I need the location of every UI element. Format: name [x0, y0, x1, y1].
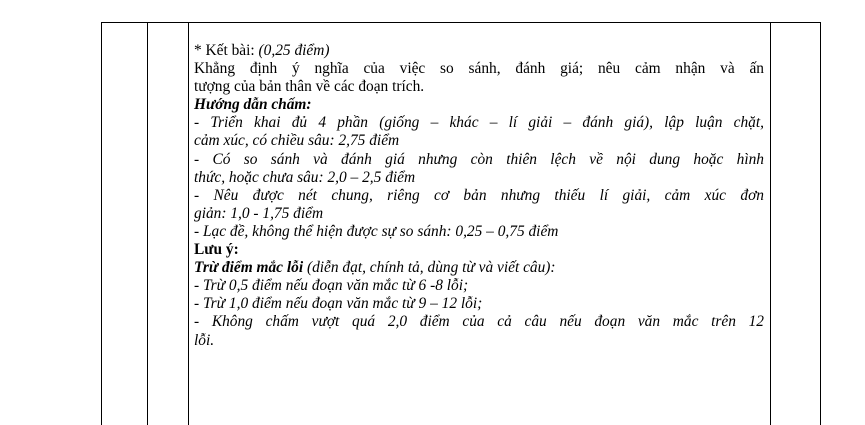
ket-bai-line — [194, 42, 764, 60]
deduct-heading-line — [194, 259, 764, 277]
criterion-text: - Nêu được nét chung, riêng cơ bản nhưng thiếu lí giải, cảm xúc đơn — [194, 186, 764, 204]
criterion-line — [194, 151, 764, 169]
deduct-text: - Không chấm vượt quá 2,0 điểm của cả câu nếu đoạn văn mắc trên 12 — [194, 313, 764, 331]
note-heading-text: Lưu ý: — [194, 241, 239, 259]
scoring-content-cell — [194, 42, 764, 350]
criterion-text: - Có so sánh và đánh giá nhưng còn thiên lệch về nội dung hoặc hình — [194, 150, 764, 168]
criterion-text: - Triển khai đủ 4 phần (giống – khác – lí giải – đánh giá), lập luận chặt, — [194, 114, 764, 132]
criterion-line — [194, 223, 764, 241]
ket-bai-score: (0,25 điểm) — [258, 42, 330, 59]
guide-heading-text: Hướng dẫn chấm: — [194, 96, 312, 114]
deduct-detail: (diễn đạt, chính tả, dùng từ và viết câu): — [303, 259, 556, 277]
criterion-line — [194, 169, 764, 187]
table-column-divider — [770, 22, 771, 425]
deduct-line — [194, 313, 764, 331]
summary-line: tượng của bản thân về các đoạn trích. — [194, 78, 425, 96]
note-heading — [194, 241, 764, 259]
criterion-text: cảm xúc, có chiều sâu: 2,75 điểm — [194, 132, 400, 150]
deduct-line — [194, 295, 764, 313]
deduct-text: lỗi. — [194, 331, 215, 349]
table-top-border — [101, 22, 821, 23]
criterion-text: giản: 1,0 - 1,75 điểm — [194, 204, 324, 222]
deduct-line — [194, 277, 764, 295]
summary-line: Khẳng định ý nghĩa của việc so sánh, đánh giá; nêu cảm nhận và ấn — [194, 60, 764, 78]
ket-bai-label: * Kết bài: — [194, 42, 259, 59]
criterion-line — [194, 205, 764, 223]
table-column-divider — [147, 22, 148, 425]
criterion-text: - Lạc đề, không thể hiện được sự so sánh: 0,25 – 0,75 điểm — [194, 222, 559, 240]
criterion-line — [194, 187, 764, 205]
guide-heading — [194, 96, 764, 114]
criterion-line — [194, 132, 764, 150]
deduct-text: - Trừ 0,5 điểm nếu đoạn văn mắc từ 6 -8 lỗi; — [194, 277, 469, 295]
deduct-heading: Trừ điểm mắc lỗi — [194, 259, 304, 277]
deduct-line — [194, 332, 764, 350]
table-column-divider — [188, 22, 189, 425]
criterion-text: thức, hoặc chưa sâu: 2,0 – 2,5 điểm — [194, 168, 416, 186]
table-column-divider — [101, 22, 102, 425]
deduct-text: - Trừ 1,0 điểm nếu đoạn văn mắc từ 9 – 12 lỗi; — [194, 295, 483, 313]
criterion-line — [194, 114, 764, 132]
table-column-divider — [820, 22, 821, 425]
